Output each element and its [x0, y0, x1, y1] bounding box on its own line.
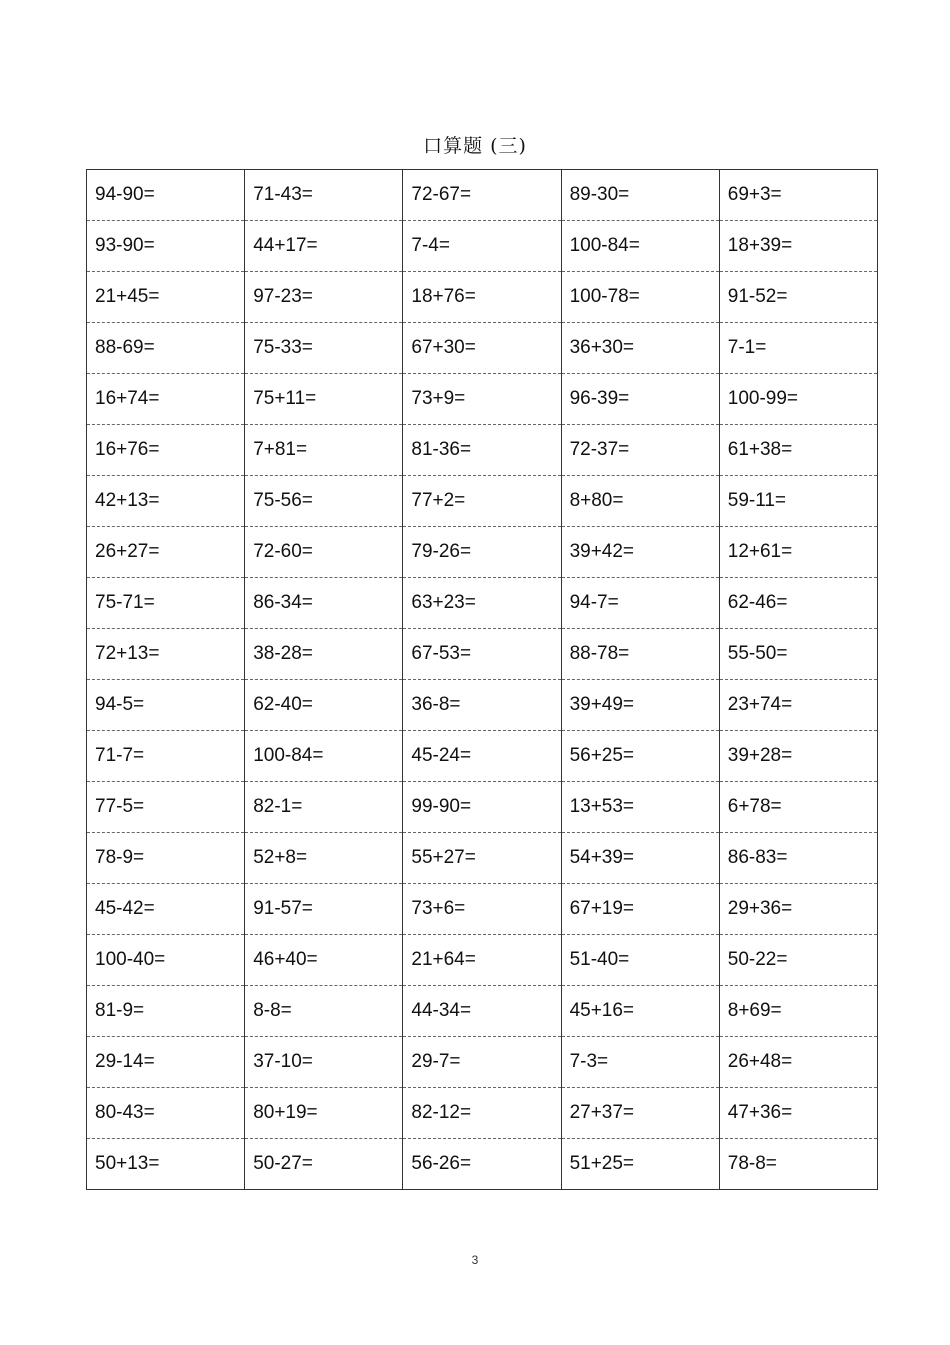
problem-cell: 8+69=: [719, 986, 877, 1037]
table-row: [87, 527, 878, 578]
table-row: [87, 425, 878, 476]
problem-cell: 67+19=: [561, 884, 719, 935]
problem-cell: 6+78=: [719, 782, 877, 833]
problem-cell: 55-50=: [719, 629, 877, 680]
problem-cell: 63+23=: [403, 578, 561, 629]
problem-cell: 100-78=: [561, 272, 719, 323]
problem-cell: 94-7=: [561, 578, 719, 629]
problem-cell: 78-9=: [87, 833, 245, 884]
problem-cell: 94-90=: [87, 170, 245, 221]
problem-cell: 72+13=: [87, 629, 245, 680]
problem-cell: 80-43=: [87, 1088, 245, 1139]
problem-cell: 75-56=: [245, 476, 403, 527]
problem-cell: 37-10=: [245, 1037, 403, 1088]
problem-cell: 29-7=: [403, 1037, 561, 1088]
problem-cell: 75-71=: [87, 578, 245, 629]
problem-cell: 75+11=: [245, 374, 403, 425]
problem-cell: 67+30=: [403, 323, 561, 374]
problem-cell: 62-46=: [719, 578, 877, 629]
problem-cell: 77-5=: [87, 782, 245, 833]
problem-cell: 8+80=: [561, 476, 719, 527]
table-row: [87, 884, 878, 935]
problem-cell: 86-34=: [245, 578, 403, 629]
problem-cell: 86-83=: [719, 833, 877, 884]
problem-cell: 7-4=: [403, 221, 561, 272]
problem-cell: 82-1=: [245, 782, 403, 833]
problem-cell: 26+27=: [87, 527, 245, 578]
table-row: [87, 986, 878, 1037]
problem-cell: 75-33=: [245, 323, 403, 374]
problem-cell: 44+17=: [245, 221, 403, 272]
arithmetic-table: [86, 169, 878, 1190]
problem-cell: 72-60=: [245, 527, 403, 578]
problem-cell: 100-99=: [719, 374, 877, 425]
problem-cell: 91-52=: [719, 272, 877, 323]
problem-cell: 97-23=: [245, 272, 403, 323]
table-row: [87, 680, 878, 731]
problem-cell: 81-36=: [403, 425, 561, 476]
table-row: [87, 782, 878, 833]
table-row: [87, 935, 878, 986]
problem-cell: 39+28=: [719, 731, 877, 782]
problem-cell: 59-11=: [719, 476, 877, 527]
problem-cell: 7-1=: [719, 323, 877, 374]
table-row: [87, 578, 878, 629]
problem-cell: 54+39=: [561, 833, 719, 884]
problem-cell: 23+74=: [719, 680, 877, 731]
problem-cell: 21+45=: [87, 272, 245, 323]
problem-cell: 62-40=: [245, 680, 403, 731]
table-row: [87, 629, 878, 680]
problem-cell: 18+39=: [719, 221, 877, 272]
problem-cell: 36-8=: [403, 680, 561, 731]
problem-cell: 77+2=: [403, 476, 561, 527]
table-row: [87, 374, 878, 425]
table-row: [87, 323, 878, 374]
problem-cell: 29-14=: [87, 1037, 245, 1088]
table-row: [87, 1037, 878, 1088]
table-row: [87, 272, 878, 323]
problem-cell: 46+40=: [245, 935, 403, 986]
problem-cell: 81-9=: [87, 986, 245, 1037]
problem-cell: 73+9=: [403, 374, 561, 425]
problem-cell: 55+27=: [403, 833, 561, 884]
table-row: [87, 1139, 878, 1190]
table-row: [87, 1088, 878, 1139]
problem-cell: 13+53=: [561, 782, 719, 833]
problem-cell: 100-40=: [87, 935, 245, 986]
problem-cell: 73+6=: [403, 884, 561, 935]
table-row: [87, 833, 878, 884]
problem-cell: 39+42=: [561, 527, 719, 578]
problem-cell: 36+30=: [561, 323, 719, 374]
problem-cell: 67-53=: [403, 629, 561, 680]
table-row: [87, 476, 878, 527]
problem-cell: 45-42=: [87, 884, 245, 935]
problem-cell: 8-8=: [245, 986, 403, 1037]
problem-cell: 99-90=: [403, 782, 561, 833]
problem-cell: 61+38=: [719, 425, 877, 476]
problem-cell: 88-78=: [561, 629, 719, 680]
table-row: [87, 731, 878, 782]
table-row: [87, 170, 878, 221]
problem-cell: 71-43=: [245, 170, 403, 221]
problem-cell: 16+74=: [87, 374, 245, 425]
problem-cell: 100-84=: [245, 731, 403, 782]
problem-cell: 50+13=: [87, 1139, 245, 1190]
problem-cell: 88-69=: [87, 323, 245, 374]
problem-cell: 26+48=: [719, 1037, 877, 1088]
table-row: [87, 221, 878, 272]
problem-cell: 89-30=: [561, 170, 719, 221]
problem-cell: 52+8=: [245, 833, 403, 884]
problem-cell: 45-24=: [403, 731, 561, 782]
problem-cell: 45+16=: [561, 986, 719, 1037]
page-title: 口算题 (三): [423, 135, 527, 157]
problem-cell: 29+36=: [719, 884, 877, 935]
problem-cell: 96-39=: [561, 374, 719, 425]
problem-cell: 51-40=: [561, 935, 719, 986]
problem-cell: 7-3=: [561, 1037, 719, 1088]
problem-cell: 56+25=: [561, 731, 719, 782]
problem-cell: 56-26=: [403, 1139, 561, 1190]
problem-cell: 69+3=: [719, 170, 877, 221]
problem-cell: 71-7=: [87, 731, 245, 782]
problem-cell: 72-67=: [403, 170, 561, 221]
problem-cell: 91-57=: [245, 884, 403, 935]
problem-cell: 51+25=: [561, 1139, 719, 1190]
problem-cell: 94-5=: [87, 680, 245, 731]
problem-cell: 93-90=: [87, 221, 245, 272]
problem-cell: 38-28=: [245, 629, 403, 680]
problem-cell: 18+76=: [403, 272, 561, 323]
problem-cell: 80+19=: [245, 1088, 403, 1139]
problem-cell: 27+37=: [561, 1088, 719, 1139]
problem-cell: 39+49=: [561, 680, 719, 731]
problem-cell: 79-26=: [403, 527, 561, 578]
problem-cell: 44-34=: [403, 986, 561, 1037]
problem-cell: 16+76=: [87, 425, 245, 476]
problem-cell: 21+64=: [403, 935, 561, 986]
problem-cell: 72-37=: [561, 425, 719, 476]
problem-cell: 82-12=: [403, 1088, 561, 1139]
page-number: 3: [471, 1253, 479, 1267]
problem-cell: 12+61=: [719, 527, 877, 578]
problem-cell: 7+81=: [245, 425, 403, 476]
problem-cell: 42+13=: [87, 476, 245, 527]
problem-cell: 50-27=: [245, 1139, 403, 1190]
problem-cell: 47+36=: [719, 1088, 877, 1139]
problem-cell: 78-8=: [719, 1139, 877, 1190]
arithmetic-table-body: [87, 170, 878, 1190]
problem-cell: 100-84=: [561, 221, 719, 272]
problem-cell: 50-22=: [719, 935, 877, 986]
